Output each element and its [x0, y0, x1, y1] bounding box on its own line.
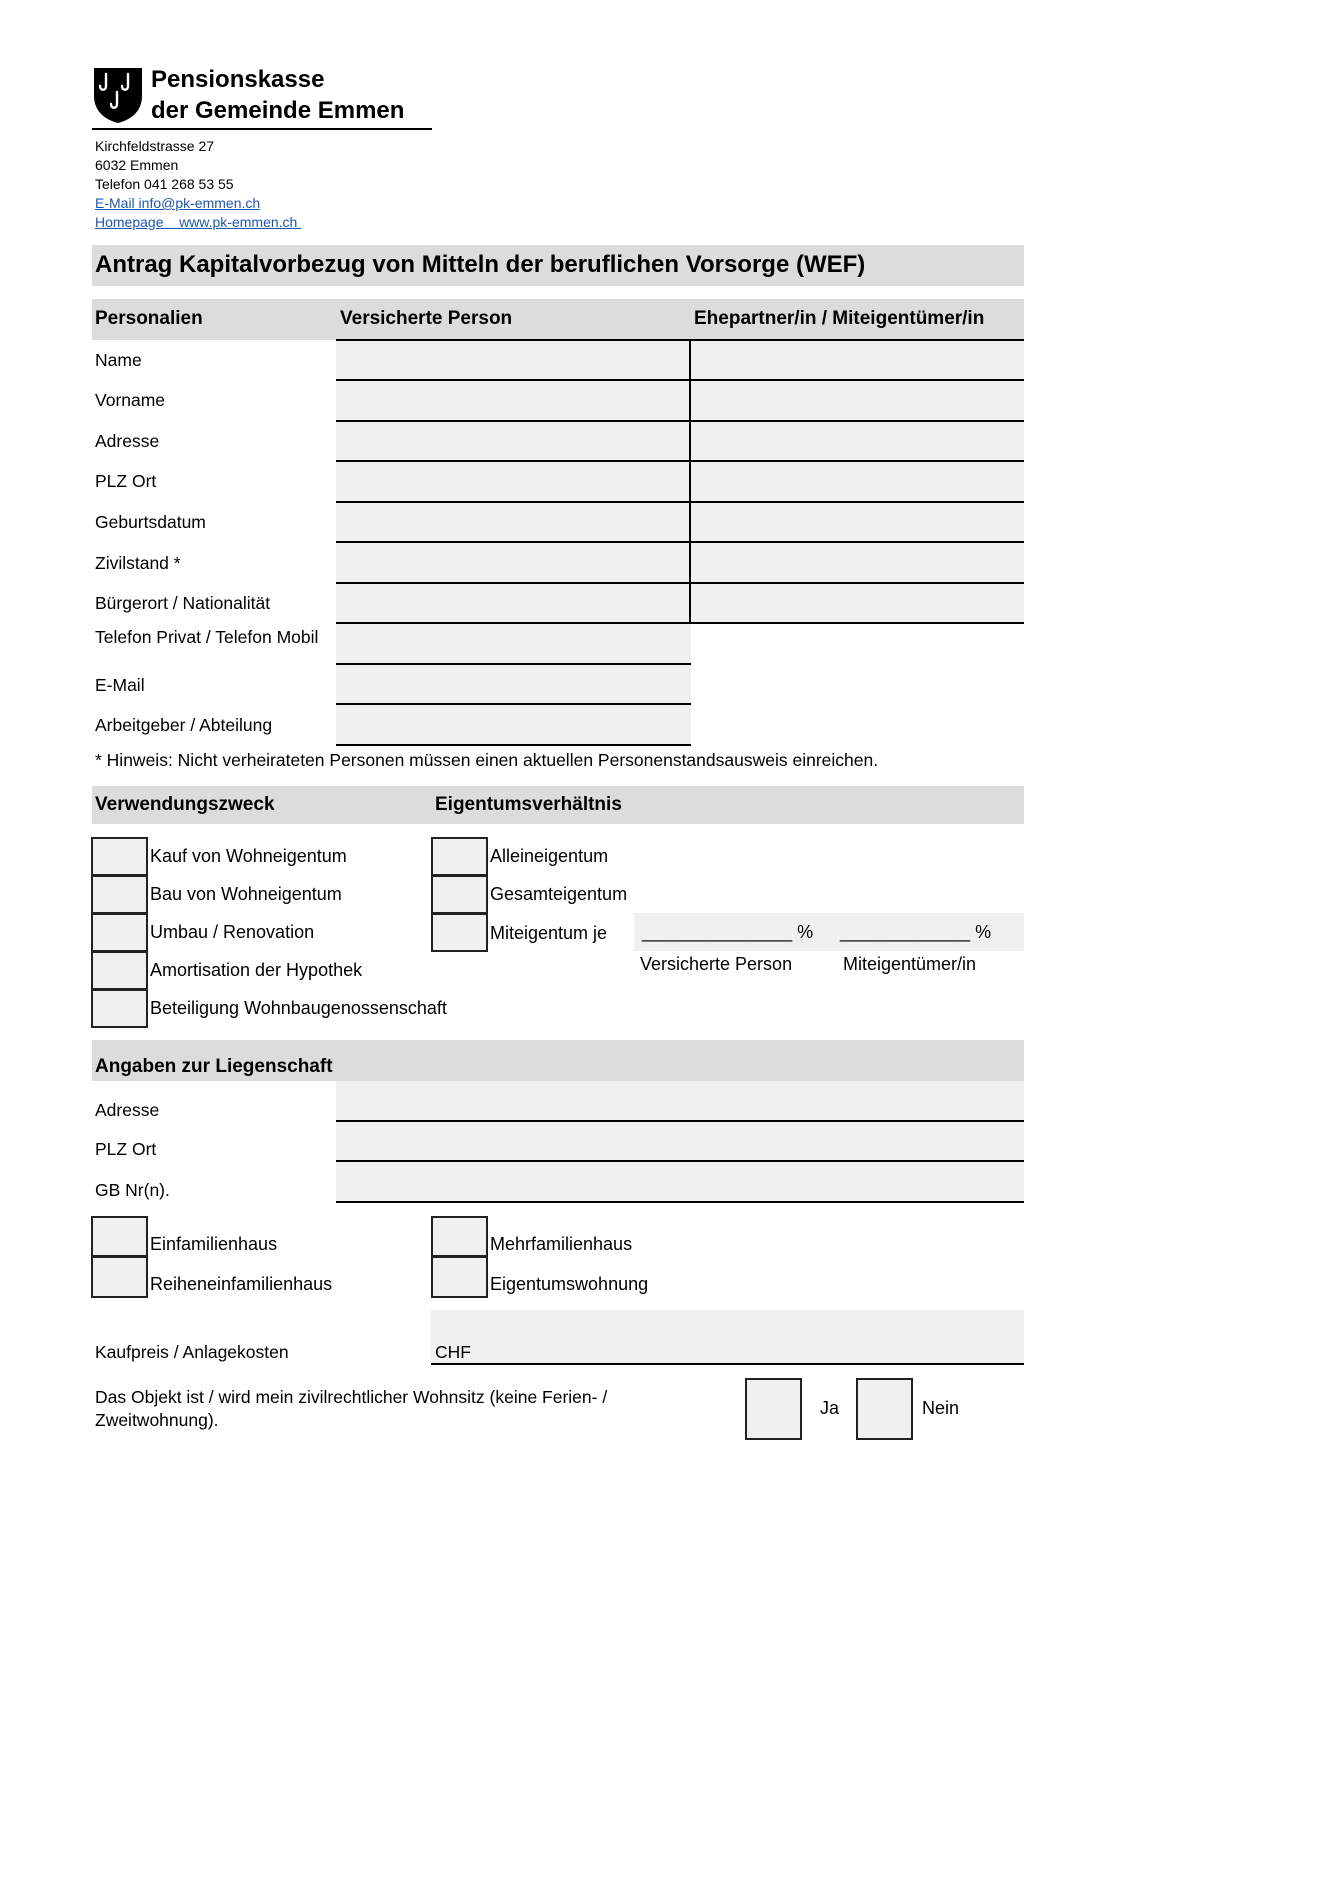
address-city: 6032 Emmen [95, 157, 179, 173]
name-insured-field[interactable] [336, 341, 689, 381]
label-einfamilienhaus: Einfamilienhaus [150, 1234, 278, 1254]
label-share-co-owner: Miteigentümer/in [843, 954, 977, 974]
col-insured-person: Versicherte Person [340, 308, 513, 329]
label-arbeitgeber: Arbeitgeber / Abteilung [95, 715, 273, 735]
label-reiheneinfamilienhaus: Reiheneinfamilienhaus [150, 1274, 333, 1294]
page-title: Antrag Kapitalvorbezug von Mitteln der beruflichen Vorsorge (WEF) [95, 251, 866, 278]
label-kauf: Kauf von Wohneigentum [150, 846, 347, 866]
label-telefon: Telefon Privat / Telefon Mobil [95, 627, 319, 647]
currency-label: CHF [435, 1342, 471, 1362]
checkbox-bau[interactable] [91, 875, 148, 914]
label-email: E-Mail [95, 675, 145, 695]
personalien-header: Personalien [95, 308, 203, 329]
checkbox-kauf[interactable] [91, 837, 148, 876]
address-block [95, 137, 301, 232]
gb-nr-field[interactable] [336, 1162, 1024, 1203]
logo-shield [92, 66, 144, 124]
name-partner-field[interactable] [691, 341, 1024, 381]
checkbox-alleineigentum[interactable] [431, 837, 488, 876]
checkbox-ja[interactable] [745, 1378, 802, 1440]
label-beteiligung: Beteiligung Wohnbaugenossenschaft [150, 998, 447, 1018]
homepage-url: www.pk-emmen.ch [179, 214, 298, 230]
checkbox-amortisation[interactable] [91, 951, 148, 990]
address-street: Kirchfeldstrasse 27 [95, 138, 215, 154]
checkbox-einfamilienhaus[interactable] [91, 1216, 148, 1257]
checkbox-nein[interactable] [856, 1378, 913, 1440]
share-co-owner-input[interactable]: _____________ % [840, 922, 992, 942]
kaufpreis-field[interactable] [431, 1310, 1024, 1365]
checkbox-beteiligung[interactable] [91, 989, 148, 1028]
label-liegenschaft-adresse: Adresse [95, 1100, 160, 1120]
checkbox-mehrfamilienhaus[interactable] [431, 1216, 488, 1257]
liegenschaft-adresse-field[interactable] [336, 1081, 1024, 1122]
liegenschaft-header: Angaben zur Liegenschaft [95, 1056, 333, 1077]
checkbox-miteigentum[interactable] [431, 913, 488, 952]
vorname-insured-field[interactable] [336, 381, 689, 422]
label-geburtsdatum: Geburtsdatum [95, 512, 206, 532]
verwendung-header: Verwendungszweck [95, 794, 275, 815]
label-buergerort: Bürgerort / Nationalität [95, 593, 271, 613]
col-partner: Ehepartner/in / Miteigentümer/in [694, 308, 985, 329]
org-name-line1: Pensionskasse [151, 66, 325, 93]
label-kaufpreis: Kaufpreis / Anlagekosten [95, 1342, 289, 1362]
share-insured-input[interactable]: _______________ % [642, 922, 814, 942]
label-alleineigentum: Alleineigentum [490, 846, 609, 866]
zivilstand-note: * Hinweis: Nicht verheirateten Personen müssen einen aktuellen Personenstandsausweis einreichen. [95, 750, 879, 770]
label-gesamteigentum: Gesamteigentum [490, 884, 628, 904]
label-umbau: Umbau / Renovation [150, 922, 315, 942]
arbeitgeber-field[interactable] [336, 705, 691, 746]
vorname-partner-field[interactable] [691, 381, 1024, 422]
zivilstand-insured-field[interactable] [336, 543, 689, 584]
label-zivilstand: Zivilstand * [95, 553, 181, 573]
label-nein: Nein [922, 1398, 960, 1418]
label-amortisation: Amortisation der Hypothek [150, 960, 363, 980]
label-name: Name [95, 350, 142, 370]
logo-underline [92, 128, 432, 130]
label-eigentumswohnung: Eigentumswohnung [490, 1274, 649, 1294]
label-ja: Ja [820, 1398, 840, 1418]
label-bau: Bau von Wohneigentum [150, 884, 342, 904]
buergerort-partner-field[interactable] [691, 584, 1024, 624]
label-liegenschaft-plz-ort: PLZ Ort [95, 1139, 157, 1159]
checkbox-umbau[interactable] [91, 913, 148, 952]
label-vorname: Vorname [95, 390, 166, 410]
org-name-line2: der Gemeinde Emmen [151, 97, 405, 124]
adresse-insured-field[interactable] [336, 422, 689, 462]
plz-ort-partner-field[interactable] [691, 462, 1024, 503]
eigentum-header: Eigentumsverhältnis [435, 794, 622, 815]
checkbox-eigentumswohnung[interactable] [431, 1256, 488, 1298]
buergerort-insured-field[interactable] [336, 584, 689, 624]
residence-question: Das Objekt ist / wird mein zivilrechtlicher Wohnsitz (keine Ferien- / Zweitwohnung). [95, 1387, 608, 1430]
homepage-link[interactable] [95, 214, 301, 230]
label-miteigentum: Miteigentum je [490, 923, 608, 943]
checkbox-reiheneinfamilienhaus[interactable] [91, 1256, 148, 1298]
adresse-partner-field[interactable] [691, 422, 1024, 462]
label-mehrfamilienhaus: Mehrfamilienhaus [490, 1234, 633, 1254]
zivilstand-partner-field[interactable] [691, 543, 1024, 584]
checkbox-gesamteigentum[interactable] [431, 875, 488, 914]
label-gb-nr: GB Nr(n). [95, 1180, 170, 1200]
label-adresse: Adresse [95, 431, 160, 451]
homepage-label: Homepage [95, 214, 164, 230]
liegenschaft-plz-ort-field[interactable] [336, 1122, 1024, 1162]
email-link[interactable]: E-Mail info@pk-emmen.ch [95, 195, 261, 211]
label-plz-ort: PLZ Ort [95, 471, 157, 491]
plz-ort-insured-field[interactable] [336, 462, 689, 503]
geburtsdatum-insured-field[interactable] [336, 503, 689, 543]
email-field[interactable] [336, 665, 691, 705]
geburtsdatum-partner-field[interactable] [691, 503, 1024, 543]
address-phone: Telefon 041 268 53 55 [95, 176, 234, 192]
telefon-field[interactable] [336, 624, 691, 665]
label-share-insured: Versicherte Person [640, 954, 793, 974]
